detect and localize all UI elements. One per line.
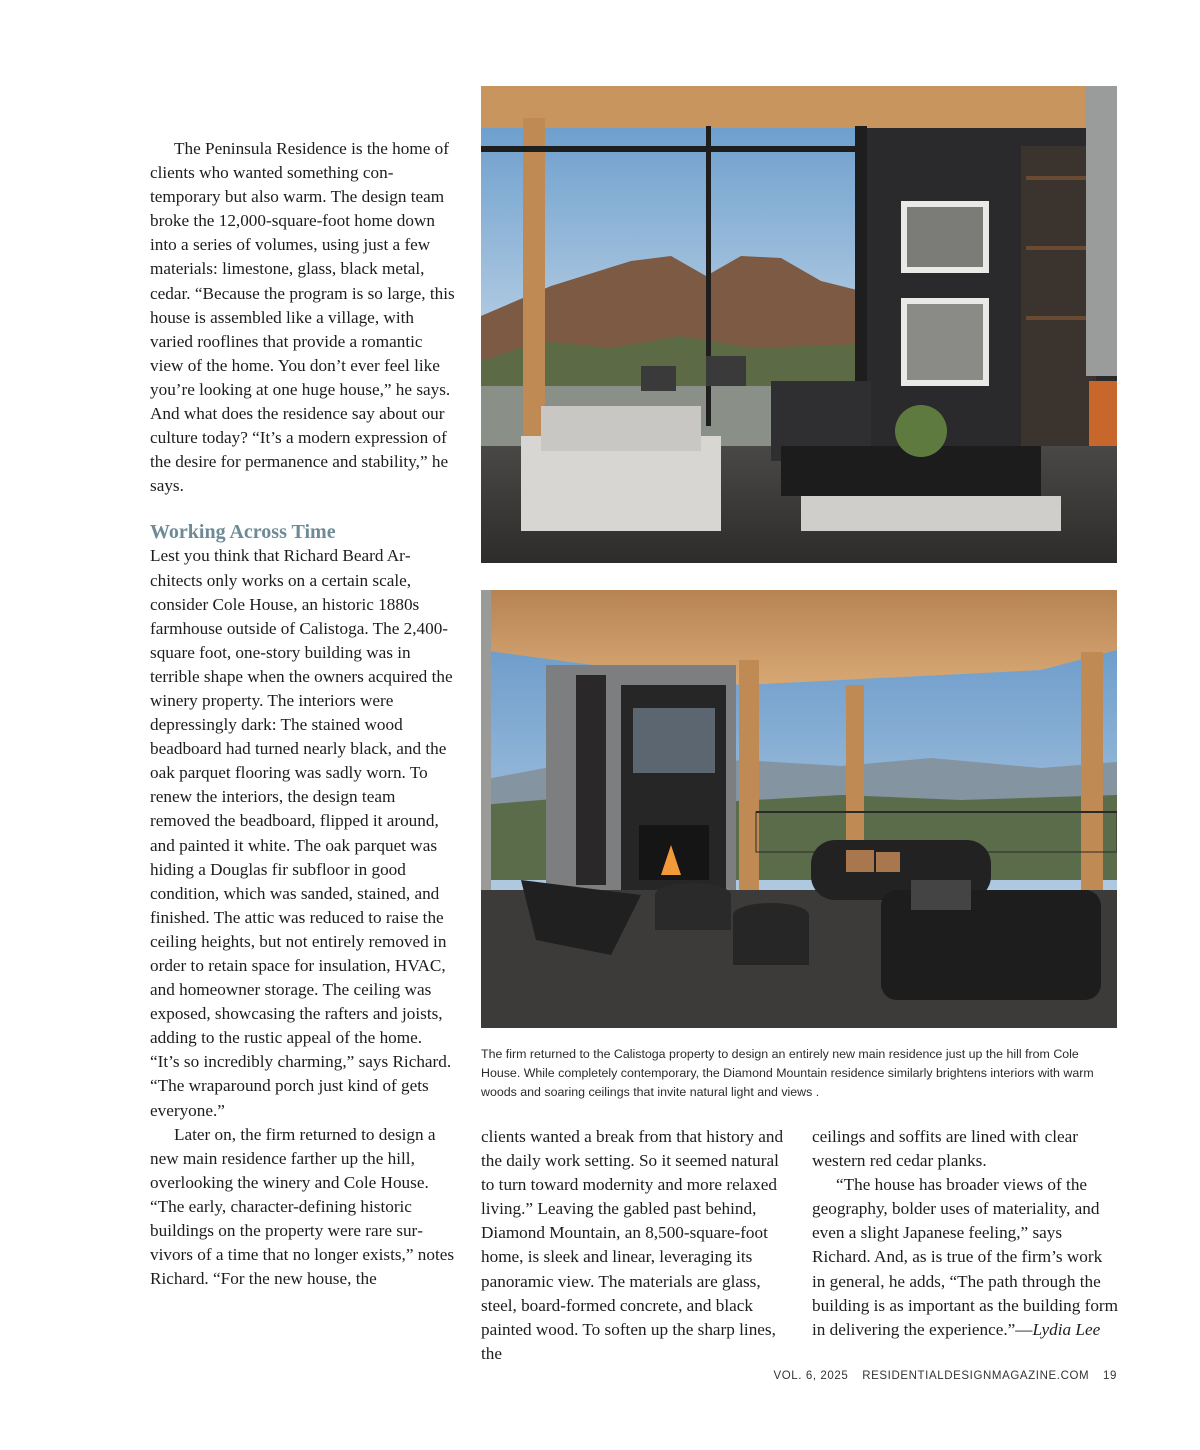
body-paragraph: Later on, the firm returned to design a new main residence farther up the hill, overlooking the winery and Cole House. “The early, character-defining historic buildings on the property were rare survivors of a time that no longer exists,” notes Richard. “For the new house, the bbox=[150, 1124, 455, 1289]
body-paragraph bbox=[812, 1173, 1118, 1342]
body-paragraph: clients wanted a break from that history and the daily work setting. So it seemed natural to turn toward modernity and more relaxed living.” Leaving the gabled past behind, Diamond Mountain, an 8,500-square-foot home, is sleek and linear, leveraging its panoramic view. The materials are glass, steel, board-formed concrete, and black painted wood. To soften up the sharp lines, the bbox=[481, 1127, 784, 1363]
middle-text-column bbox=[481, 1125, 791, 1366]
volume-label: VOL. 6, 2025 bbox=[773, 1370, 849, 1382]
page-folio bbox=[700, 1370, 1117, 1382]
porch-fireplace-photo bbox=[481, 590, 1117, 1028]
closing-text: “The house has broader views of the geography, bolder uses of materiality, and even a slight Japanese feeling,” says Richard. And, as is true of the firm’s work in general, he adds, “The path through the building is as important as the building form in delivering the experience.”— bbox=[812, 1175, 1119, 1339]
author-byline: Lydia Lee bbox=[1032, 1319, 1101, 1339]
website-label: RESIDENTIALDESIGNMAGAZINE.COM bbox=[862, 1370, 1090, 1382]
right-text-column bbox=[812, 1125, 1118, 1342]
body-paragraph: The Peninsula Residence is the home of clients who wanted something contemporary but also warm. The design team broke the 12,000-square-foot home down into a series of volumes, using just a few materials: limestone, glass, black metal, cedar. “Because the program is so large, this house is assembled like a village, with varied rooflines that provide a romantic view of the home. You don’t ever feel like you’re looking at one huge house,” he says. And what does the residence say about our culture today? “It’s a modern expression of the desire for permanence and stability,” he says. bbox=[150, 139, 455, 496]
body-paragraph: ceilings and soffits are lined with clear western red cedar planks. bbox=[812, 1127, 1079, 1171]
left-text-column bbox=[150, 137, 455, 1291]
page-number: 19 bbox=[1103, 1370, 1117, 1382]
section-subhead: Working Across Time bbox=[150, 521, 336, 544]
living-room-photo bbox=[481, 86, 1117, 563]
body-paragraph: Lest you think that Richard Beard Architects only works on a certain scale, consider Cole House, an historic 1880s farmhouse outside of Calistoga. The 2,400-square foot, one-story building was in terrible shape when the owners acquired the winery property. The interiors were depressingly dark: The stained wood beadboard had turned nearly black, and the oak parquet flooring was sadly worn. To renew the interiors, the design team removed the beadboard, flipped it around, and painted it white. The oak parquet was hiding a Douglas fir subfloor in good condition, which was sanded, stained, and finished. The attic was reduced to raise the ceiling heights, but not entirely removed in order to retain space for insulation, HVAC, and homeowner storage. The ceiling was exposed, showcasing the rafters and joists, adding to the rustic appeal of the home. “It’s so incredibly charming,” says Richard. “The wraparound porch just kind of gets everyone.” bbox=[150, 546, 453, 1120]
photo-caption: The firm returned to the Calistoga property to design an entirely new main residence just up the hill from Cole House. While completely contemporary, the Diamond Mountain residence similarly brightens interiors with warm woods and soaring ceilings that invite natural light and views . bbox=[481, 1047, 1094, 1099]
